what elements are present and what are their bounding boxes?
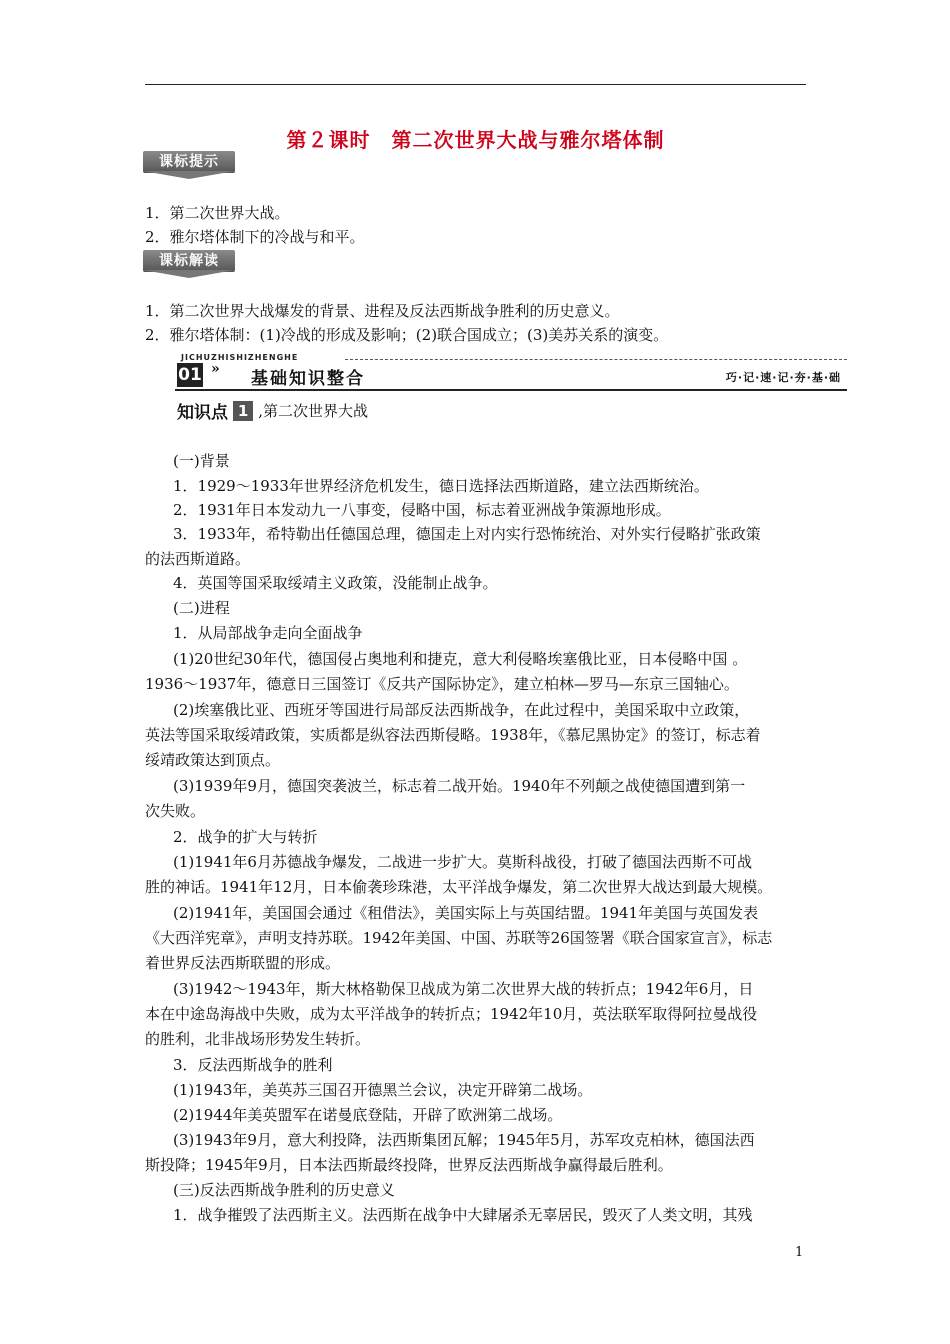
header-rule — [145, 84, 806, 85]
knowledge-point-number: 1 — [233, 401, 253, 421]
body-line: 《大西洋宪章》，声明支持苏联。1942年美国、中国、苏联等26国签署《联合国家宣言》，标志 — [145, 929, 773, 947]
body-line: 1．1929～1933年世界经济危机发生，德日选择法西斯道路，建立法西斯统治。 — [173, 477, 709, 495]
knowledge-point-title: ,第二次世界大战 — [258, 402, 368, 420]
section-number: 01 — [178, 365, 202, 385]
badge-chevron-icon — [143, 270, 235, 278]
body-line: 1．从局部战争走向全面战争 — [173, 624, 363, 642]
body-line: (3)1943年9月，意大利投降，法西斯集团瓦解；1945年5月，苏军攻克柏林，德国法西 — [173, 1131, 755, 1149]
knowledge-point-heading — [177, 398, 368, 424]
body-line: 2．战争的扩大与转折 — [173, 828, 318, 846]
body-line: (1)1943年，美英苏三国召开德黑兰会议，决定开辟第二战场。 — [173, 1081, 593, 1099]
body-line: (3)1939年9月，德国突袭波兰，标志着二战开始。1940年不列颠之战使德国遭到第一 — [173, 777, 746, 795]
badge-curriculum-interpret — [143, 250, 235, 278]
page-number: 1 — [795, 1245, 804, 1260]
body-line: 1．战争摧毁了法西斯主义。法西斯在战争中大肆屠杀无辜居民，毁灭了人类文明，其残 — [173, 1206, 753, 1224]
double-arrow-icon: » — [211, 361, 220, 377]
hint-item: 2．雅尔塔体制下的冷战与和平。 — [145, 228, 365, 246]
body-line: (1)20世纪30年代，德国侵占奥地利和捷克，意大利侵略埃塞俄比亚，日本侵略中国 。 — [173, 650, 748, 668]
body-line: (3)1942～1943年，斯大林格勒保卫战成为第二次世界大战的转折点；1942年6月，日 — [173, 980, 754, 998]
section-header — [175, 355, 847, 391]
body-line: 英法等国采取绥靖政策，实质都是纵容法西斯侵略。1938年，《慕尼黑协定》的签订，标志着 — [145, 726, 761, 744]
badge-label: 课标解读 — [143, 250, 235, 272]
interpret-item: 1．第二次世界大战爆发的背景、进程及反法西斯战争胜利的历史意义。 — [145, 302, 620, 320]
badge-curriculum-hint — [143, 151, 235, 179]
body-line: 次失败。 — [145, 802, 206, 820]
section-slogan: 巧·记·速·记·夯·基·础 — [725, 371, 841, 384]
body-line: 3．反法西斯战争的胜利 — [173, 1056, 333, 1074]
lesson-title: 第２课时 第二次世界大战与雅尔塔体制 — [286, 128, 665, 152]
body-line: 的胜利，北非战场形势发生转折。 — [145, 1030, 371, 1048]
body-line: (一)背景 — [173, 452, 230, 470]
interpret-item: 2．雅尔塔体制：(1)冷战的形成及影响；(2)联合国成立；(3)美苏关系的演变。 — [145, 326, 669, 344]
section-underline — [175, 389, 847, 391]
section-dashed-rule — [345, 359, 847, 360]
body-line: 胜的神话。1941年12月，日本偷袭珍珠港，太平洋战争爆发，第二次世界大战达到最大规模。 — [145, 878, 773, 896]
body-line: 着世界反法西斯联盟的形成。 — [145, 954, 341, 972]
body-line: (三)反法西斯战争胜利的历史意义 — [173, 1181, 395, 1199]
hint-item: 1．第二次世界大战。 — [145, 204, 290, 222]
body-line: (2)埃塞俄比亚、西班牙等国进行局部反法西斯战争，在此过程中，美国采取中立政策， — [173, 701, 750, 719]
body-line: 绥靖政策达到顶点。 — [145, 751, 281, 769]
body-line: (1)1941年6月苏德战争爆发，二战进一步扩大。莫斯科战役，打破了德国法西斯不可战 — [173, 853, 752, 871]
body-line: 的法西斯道路。 — [145, 550, 251, 568]
body-line: 1936～1937年，德意日三国签订《反共产国际协定》，建立柏林—罗马—东京三国轴心。 — [145, 675, 739, 693]
body-line: (2)1941年，美国国会通过《租借法》，美国实际上与英国结盟。1941年美国与英国发表 — [173, 904, 759, 922]
badge-chevron-icon — [143, 171, 235, 179]
knowledge-point-label: 知识点 — [177, 403, 228, 423]
body-line: (2)1944年美英盟军在诺曼底登陆，开辟了欧洲第二战场。 — [173, 1106, 563, 1124]
badge-label: 课标提示 — [143, 151, 235, 173]
section-title: 基础知识整合 — [251, 369, 365, 389]
body-line: 斯投降；1945年9月，日本法西斯最终投降，世界反法西斯战争赢得最后胜利。 — [145, 1156, 673, 1174]
body-line: 本在中途岛海战中失败，成为太平洋战争的转折点；1942年10月，英法联军取得阿拉曼战役 — [145, 1005, 758, 1023]
body-line: 2．1931年日本发动九一八事变，侵略中国，标志着亚洲战争策源地形成。 — [173, 501, 671, 519]
body-line: 3．1933年，希特勒出任德国总理，德国走上对内实行恐怖统治、对外实行侵略扩张政策 — [173, 525, 761, 543]
body-line: (二)进程 — [173, 599, 230, 617]
section-pinyin: JICHUZHISHIZHENGHE — [181, 353, 299, 362]
body-line: 4．英国等国采取绥靖主义政策，没能制止战争。 — [173, 574, 498, 592]
